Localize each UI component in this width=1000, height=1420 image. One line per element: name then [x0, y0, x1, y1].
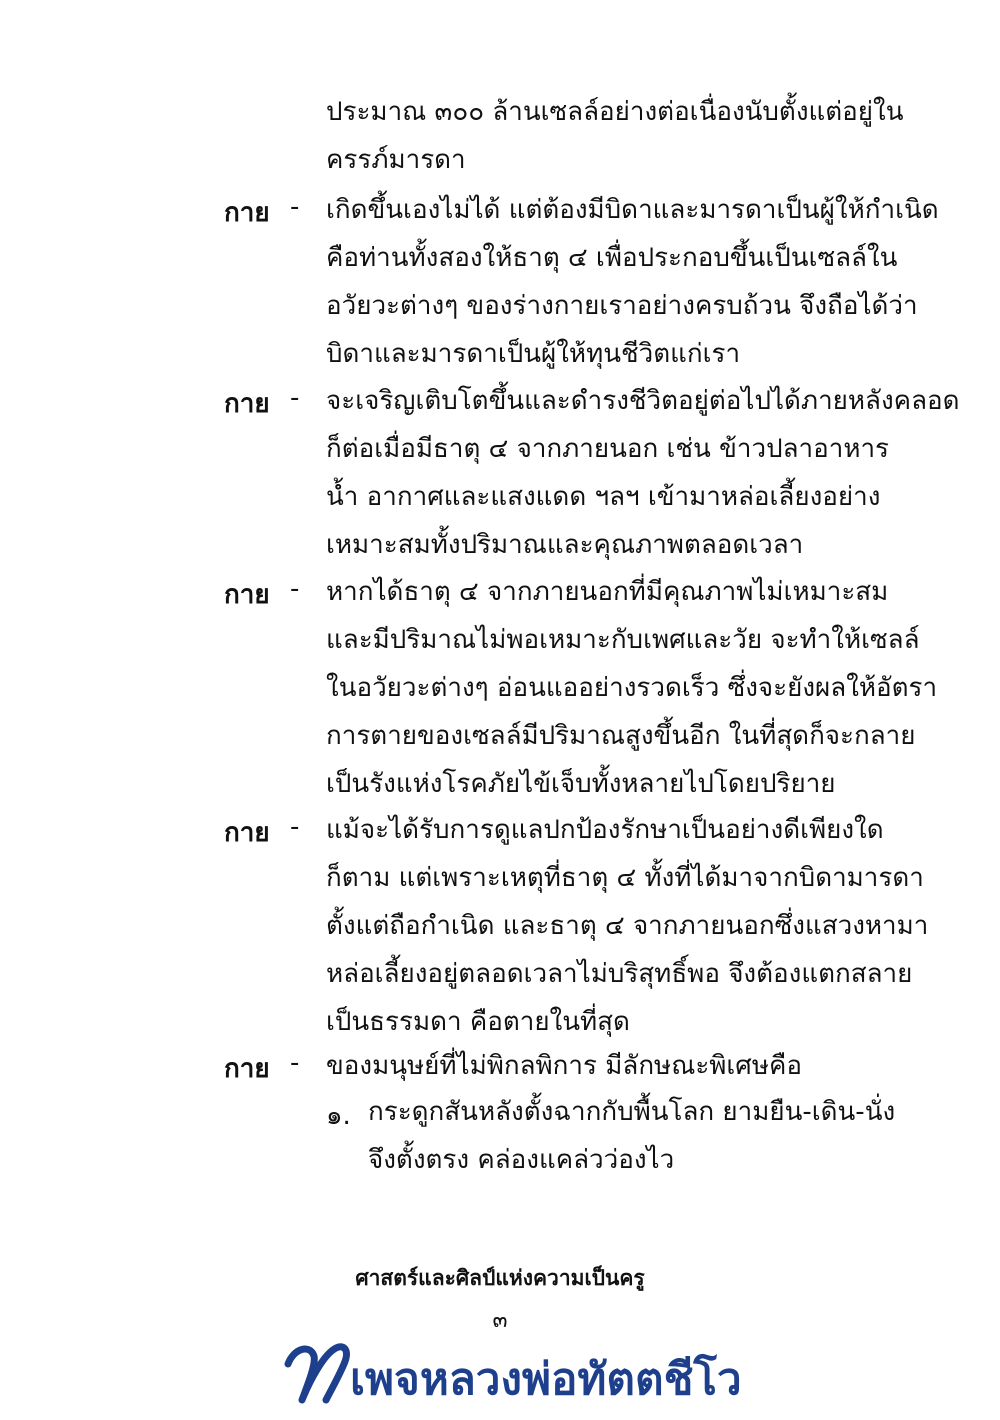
- footer-title: ศาสตร์และศิลป์แห่งความเป็นครู: [355, 1266, 645, 1290]
- text-line: จะเจริญเติบโตขึ้นและดำรงชีวิตอยู่ต่อไปได้ภายหลังคลอด: [326, 386, 960, 416]
- text-line: การตายของเซลล์มีปริมาณสูงขึ้นอีก ในที่สุดก็จะกลาย: [326, 721, 916, 751]
- entry-term: กาย: [224, 198, 270, 228]
- entry-term: กาย: [224, 389, 270, 419]
- entry-dash: -: [290, 574, 300, 604]
- entry-body: [326, 377, 960, 569]
- entry-term: กาย: [224, 818, 270, 848]
- entry-dash: -: [290, 812, 300, 842]
- text-line: เกิดขึ้นเองไม่ได้ แต่ต้องมีบิดาและมารดาเป็นผู้ให้กำเนิด: [326, 195, 939, 225]
- text-line: ครรภ์มารดา: [326, 145, 466, 175]
- text-line: กระดูกสันหลังตั้งฉากกับพื้นโลก ยามยืน-เดิน-นั่ง: [368, 1097, 896, 1127]
- text-line: คือท่านทั้งสองให้ธาตุ ๔ เพื่อประกอบขึ้นเป็นเซลล์ใน: [326, 243, 898, 273]
- entry-dash: -: [290, 1048, 300, 1078]
- entry-body: [326, 186, 939, 378]
- text-line: หากได้ธาตุ ๔ จากภายนอกที่มีคุณภาพไม่เหมาะสม: [326, 577, 889, 607]
- entry-body: [326, 1042, 896, 1090]
- text-line: น้ำ อากาศและแสงแดด ฯลฯ เข้ามาหล่อเลี้ยงอย่าง: [326, 482, 881, 512]
- entry-dash: -: [290, 383, 300, 413]
- intro-paragraph: [326, 88, 904, 184]
- text-line: อวัยวะต่างๆ ของร่างกายเราอย่างครบถ้วน จึงถือได้ว่า: [326, 291, 918, 321]
- text-line: ก็ต่อเมื่อมีธาตุ ๔ จากภายนอก เช่น ข้าวปลาอาหาร: [326, 434, 890, 464]
- brand-text: เพจหลวงพ่อทัตตชีโว: [350, 1354, 742, 1405]
- text-line: เหมาะสมทั้งปริมาณและคุณภาพตลอดเวลา: [326, 530, 804, 560]
- text-line: หล่อเลี้ยงอยู่ตลอดเวลาไม่บริสุทธิ์พอ จึงต้องแตกสลาย: [326, 959, 913, 989]
- text-line: เป็นธรรมดา คือตายในที่สุด: [326, 1007, 630, 1037]
- text-line: ตั้งแต่ถือกำเนิด และธาตุ ๔ จากภายนอกซึ่งแสวงหามา: [326, 911, 929, 941]
- text-line: ในอวัยวะต่างๆ อ่อนแออย่างรวดเร็ว ซึ่งจะยังผลให้อัตรา: [326, 673, 938, 703]
- text-line: ประมาณ ๓๐๐ ล้านเซลล์อย่างต่อเนื่องนับตั้งแต่อยู่ใน: [326, 97, 904, 127]
- entry-body: [326, 568, 938, 808]
- text-line: จึงตั้งตรง คล่องแคล่วว่องไว: [368, 1145, 675, 1175]
- text-line: เป็นรังแห่งโรคภัยไข้เจ็บทั้งหลายไปโดยปริยาย: [326, 769, 836, 799]
- brand-logo: [0, 1330, 1000, 1410]
- entry-term: กาย: [224, 580, 270, 610]
- text-line: ก็ตาม แต่เพราะเหตุที่ธาตุ ๔ ทั้งที่ได้มาจากบิดามารดา: [326, 863, 924, 893]
- list-number: ๑.: [326, 1101, 351, 1131]
- text-line: แม้จะได้รับการดูแลปกป้องรักษาเป็นอย่างดีเพียงใด: [326, 815, 884, 845]
- text-line: ของมนุษย์ที่ไม่พิกลพิการ มีลักษณะพิเศษคือ: [326, 1051, 802, 1081]
- list-item: [368, 1088, 896, 1184]
- entry-term: กาย: [224, 1054, 270, 1084]
- entry-body: [326, 806, 929, 1046]
- brand-mark-icon: [280, 1334, 360, 1406]
- text-line: และมีปริมาณไม่พอเหมาะกับเพศและวัย จะทำให้เซลล์: [326, 625, 920, 655]
- page-number: ๓: [492, 1308, 508, 1333]
- text-line: บิดาและมารดาเป็นผู้ให้ทุนชีวิตแก่เรา: [326, 339, 741, 369]
- entry-dash: -: [290, 192, 300, 222]
